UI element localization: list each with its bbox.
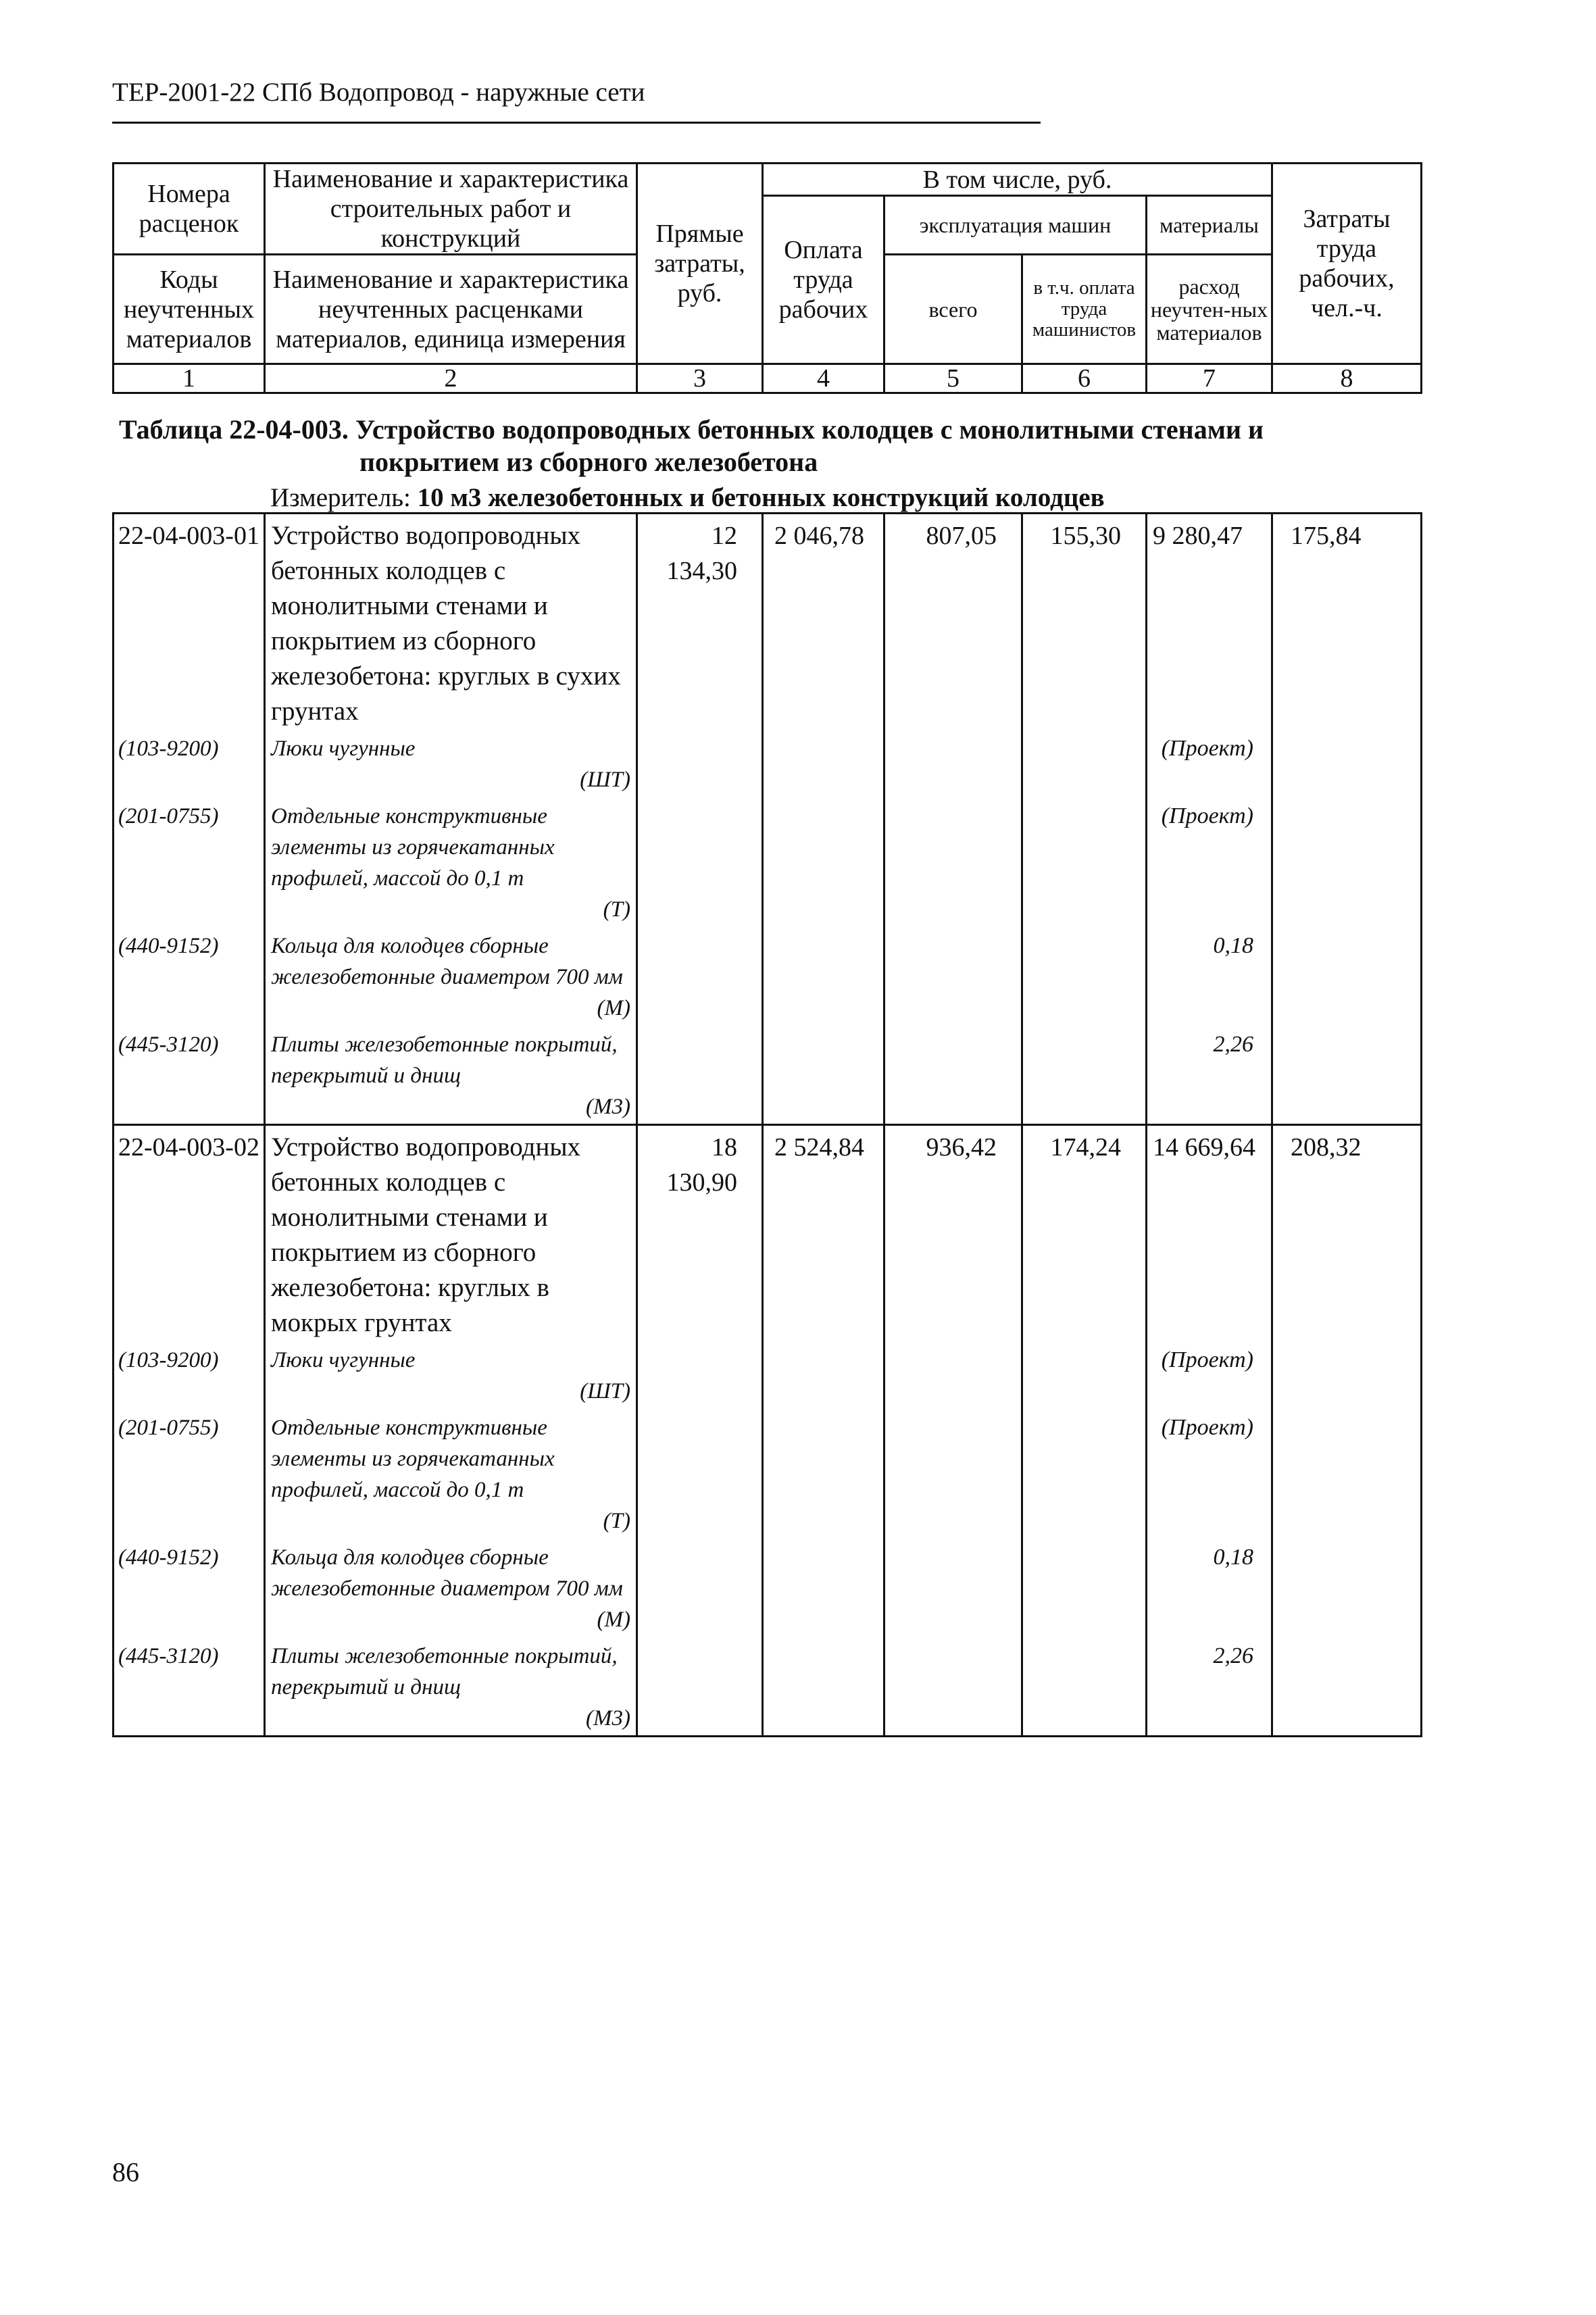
machines-total: 936,42 (884, 1125, 1022, 1341)
labor-wages: 2 046,78 (763, 514, 884, 730)
material-code: (440-9152) (114, 1538, 265, 1637)
measure-label: Измеритель: (270, 483, 411, 512)
material-code: (103-9200) (114, 729, 265, 797)
material-quantity: 2,26 (1147, 1637, 1272, 1737)
column-number: 4 (763, 364, 884, 393)
direct-costs: 18 130,90 (637, 1125, 763, 1341)
material-unit: (Т) (603, 1509, 630, 1533)
materials-cost: 14 669,64 (1147, 1125, 1272, 1341)
material-row (114, 1025, 1422, 1125)
material-code: (103-9200) (114, 1341, 265, 1408)
table-heading-line1: Таблица 22-04-003. Устройство водопроводных бетонных колодцев с монолитными стенами и (119, 414, 1264, 445)
material-unit: (ШТ) (580, 768, 630, 792)
column-header-table (112, 162, 1422, 394)
material-row (114, 1341, 1422, 1408)
material-quantity: (Проект) (1147, 1341, 1272, 1408)
rate-code: 22-04-003-02 (114, 1125, 265, 1341)
column-number: 6 (1022, 364, 1147, 393)
header-col5: всего (884, 255, 1022, 364)
material-name (265, 926, 637, 1025)
table-heading (119, 414, 1403, 478)
material-row (114, 797, 1422, 926)
material-quantity: (Проект) (1147, 729, 1272, 797)
material-unit: (М3) (586, 1706, 630, 1731)
header-col4: Оплата труда рабочих (763, 196, 884, 364)
material-name-text: Плиты железобетонные покрытий, перекрытий и днищ (271, 1644, 618, 1699)
header-materials-group: материалы (1147, 196, 1272, 255)
header-col7: расход неучтен-ных материалов (1147, 255, 1272, 364)
material-name-text: Люки чугунные (271, 737, 416, 761)
labor-hours: 175,84 (1272, 514, 1422, 730)
measure-unit-line (270, 482, 1105, 514)
header-col2-top: Наименование и характеристика строительных работ и конструкций (265, 164, 637, 255)
material-row (114, 1408, 1422, 1538)
header-col1-bottom: Коды неучтенных материалов (114, 255, 265, 364)
material-unit: (Т) (603, 897, 630, 922)
header-machines-group: эксплуатация машин (884, 196, 1147, 255)
material-name (265, 1538, 637, 1637)
table-heading-line2: покрытием из сборного железобетона (359, 447, 818, 477)
material-row (114, 729, 1422, 797)
material-name (265, 1025, 637, 1125)
work-name: Устройство водопроводных бетонных колодцев с монолитными стенами и покрытием из сборного железобетона: круглых в мокрых грунтах (265, 1125, 637, 1341)
column-number: 5 (884, 364, 1022, 393)
material-code: (201-0755) (114, 1408, 265, 1538)
material-name (265, 797, 637, 926)
materials-cost: 9 280,47 (1147, 514, 1272, 730)
page-number: 86 (112, 2157, 139, 2187)
document-title: ТЕР-2001-22 СПб Водопровод - наружные сети (112, 78, 645, 107)
material-name-text: Люки чугунные (271, 1348, 416, 1372)
material-quantity: (Проект) (1147, 797, 1272, 926)
machinist-wages: 155,30 (1022, 514, 1147, 730)
material-name-text: Кольца для колодцев сборные железобетонные диаметром 700 мм (271, 934, 623, 989)
header-col1-top: Номера расценок (114, 164, 265, 255)
material-name (265, 729, 637, 797)
material-code: (445-3120) (114, 1637, 265, 1737)
column-number: 8 (1272, 364, 1422, 393)
material-unit: (М) (597, 996, 630, 1020)
material-code: (201-0755) (114, 797, 265, 926)
labor-hours: 208,32 (1272, 1125, 1422, 1341)
material-name-text: Плиты железобетонные покрытий, перекрытий и днищ (271, 1032, 618, 1088)
material-name-text: Отдельные конструктивные элементы из горячекатанных профилей, массой до 0,1 т (271, 1416, 555, 1502)
position-row (114, 1125, 1422, 1341)
material-name-text: Кольца для колодцев сборные железобетонные диаметром 700 мм (271, 1545, 623, 1601)
position-row (114, 514, 1422, 730)
material-name-text: Отдельные конструктивные элементы из горячекатанных профилей, массой до 0,1 т (271, 804, 555, 891)
rates-table (112, 512, 1422, 1737)
machines-total: 807,05 (884, 514, 1022, 730)
material-name (265, 1637, 637, 1737)
column-number: 7 (1147, 364, 1272, 393)
material-row (114, 1637, 1422, 1737)
material-quantity: 0,18 (1147, 1538, 1272, 1637)
column-number: 2 (265, 364, 637, 393)
column-number: 3 (637, 364, 763, 393)
title-underline (112, 122, 1041, 124)
material-name (265, 1341, 637, 1408)
header-col3: Прямые затраты, руб. (637, 164, 763, 364)
material-code: (440-9152) (114, 926, 265, 1025)
labor-wages: 2 524,84 (763, 1125, 884, 1341)
direct-costs: 12 134,30 (637, 514, 763, 730)
material-unit: (М) (597, 1608, 630, 1632)
work-name: Устройство водопроводных бетонных колодцев с монолитными стенами и покрытием из сборного железобетона: круглых в сухих грунтах (265, 514, 637, 730)
measure-value: 10 м3 железобетонных и бетонных конструкций колодцев (417, 483, 1105, 512)
material-quantity: 2,26 (1147, 1025, 1272, 1125)
material-code: (445-3120) (114, 1025, 265, 1125)
material-unit: (ШТ) (580, 1379, 630, 1403)
header-including-group: В том числе, руб. (763, 164, 1272, 196)
material-quantity: 0,18 (1147, 926, 1272, 1025)
header-col6: в т.ч. оплата труда машинистов (1022, 255, 1147, 364)
machinist-wages: 174,24 (1022, 1125, 1147, 1341)
material-row (114, 926, 1422, 1025)
column-number: 1 (114, 364, 265, 393)
material-unit: (М3) (586, 1095, 630, 1119)
material-name (265, 1408, 637, 1538)
material-row (114, 1538, 1422, 1637)
material-quantity: (Проект) (1147, 1408, 1272, 1538)
header-col2-bottom: Наименование и характеристика неучтенных расценками материалов, единица измерения (265, 255, 637, 364)
rate-code: 22-04-003-01 (114, 514, 265, 730)
header-col8: Затраты труда рабочих, чел.-ч. (1272, 164, 1422, 364)
